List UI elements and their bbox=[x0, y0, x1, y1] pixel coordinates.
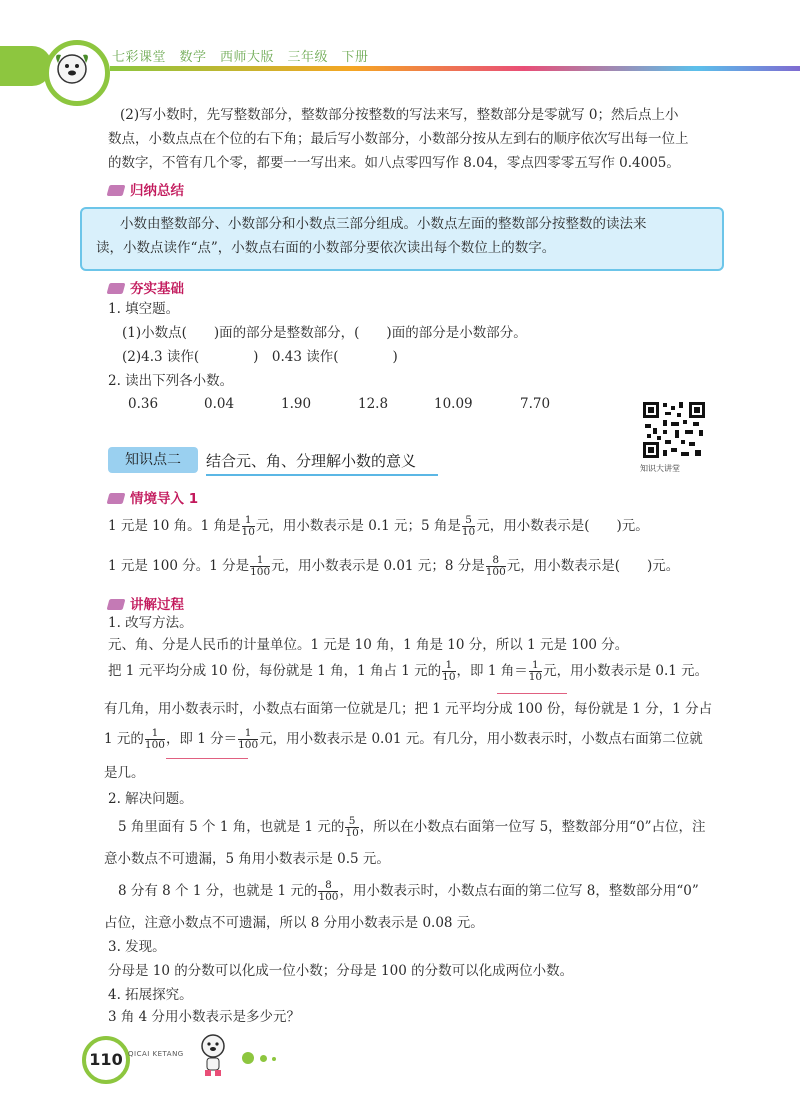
qr-label: 知识大讲堂 bbox=[640, 464, 680, 473]
decimal-number: 1.90 bbox=[281, 396, 312, 412]
fraction: $\frac{1}{100}$ bbox=[250, 554, 271, 578]
knowledge-point-badge: 知识点二 bbox=[108, 447, 198, 473]
title-underline bbox=[206, 474, 438, 476]
header-title: 七彩课堂 数学 西师大版 三年级 下册 bbox=[112, 50, 369, 65]
process-step-1b: 把 1 元平均分成 10 份，每份就是 1 角，1 角占 1 元的 $\frac{1}{10}$ ，即 1 角＝ $\frac{1}{10}$ 元，用小数表示是 0.1 元。 bbox=[108, 659, 709, 683]
fraction: $\frac{8}{100}$ bbox=[318, 879, 339, 903]
process-step-1: 1. 改写方法。 bbox=[108, 615, 193, 631]
process-step-1a: 元、角、分是人民币的计量单位。1 元是 10 角，1 角是 10 分，所以 1 元是 100 分。 bbox=[108, 637, 629, 653]
highlight-underline bbox=[166, 758, 248, 759]
scenario-heading: 情境导入 1 bbox=[108, 487, 198, 507]
decor-dot bbox=[260, 1055, 267, 1062]
mascot-logo bbox=[44, 40, 110, 106]
decimal-number: 7.70 bbox=[520, 396, 551, 412]
summary-line-1: 小数由整数部分、小数部分和小数点三部分组成。小数点左面的整数部分按整数的读法来 bbox=[120, 216, 647, 232]
book-icon bbox=[107, 185, 126, 196]
process-step-4a: 3 角 4 分用小数表示是多少元？ bbox=[108, 1009, 301, 1025]
process-step-1e: 是几。 bbox=[104, 765, 145, 781]
process-step-1d: 1 元的 $\frac{1}{100}$ ，即 1 分＝ $\frac{1}{100}$ 元，用小数表示是 0.01 元。有几分，用小数表示时，小数点右面第二位就 bbox=[104, 727, 703, 751]
decimal-number: 0.36 bbox=[128, 396, 159, 412]
fraction: $\frac{1}{100}$ bbox=[238, 727, 259, 751]
process-step-2d: 占位，注意小数点不可遗漏，所以 8 分用小数表示是 0.08 元。 bbox=[104, 915, 484, 931]
basics-q1: 1. 填空题。 bbox=[108, 301, 180, 317]
process-step-2b: 意小数点不可遗漏，5 角用小数表示是 0.5 元。 bbox=[104, 851, 390, 867]
summary-heading: 归纳总结 bbox=[108, 179, 184, 199]
fraction: $\frac{1}{10}$ bbox=[528, 659, 543, 683]
page-number: 110 bbox=[82, 1036, 130, 1084]
fraction: $\frac{1}{10}$ bbox=[442, 659, 456, 683]
summary-line-2: 读，小数点读作“点”，小数点右面的小数部分要依次读出每个数位上的数字。 bbox=[96, 240, 556, 256]
process-heading: 讲解过程 bbox=[108, 593, 184, 613]
mascot-footer-icon bbox=[196, 1030, 230, 1080]
footer-brand: QICAI KETANG bbox=[128, 1050, 184, 1058]
process-step-2c: 8 分有 8 个 1 分，也就是 1 元的 $\frac{8}{100}$ ，用小数表示时，小数点右面的第二位写 8，整数部分用“0” bbox=[118, 879, 699, 903]
fraction: $\frac{5}{10}$ bbox=[345, 815, 359, 839]
book-icon bbox=[107, 599, 126, 610]
basics-heading: 夯实基础 bbox=[108, 277, 184, 297]
decimal-number: 10.09 bbox=[434, 396, 473, 412]
process-step-3a: 分母是 10 的分数可以化成一位小数；分母是 100 的分数可以化成两位小数。 bbox=[108, 963, 574, 979]
decimal-number: 12.8 bbox=[358, 396, 389, 412]
process-step-4: 4. 拓展探究。 bbox=[108, 987, 193, 1003]
process-step-2a: 5 角里面有 5 个 1 角，也就是 1 元的 $\frac{5}{10}$ ，所以在小数点右面第一位写 5，整数部分用“0”占位，注 bbox=[118, 815, 706, 839]
basics-q1a: (1)小数点( )面的部分是整数部分，( )面的部分是小数部分。 bbox=[122, 325, 527, 341]
mascot-icon bbox=[49, 45, 95, 91]
intro-line-3: 的数字，不管有几个零，都要一一写出来。如八点零四写作 8.04，零点四零零五写作 0.4005。 bbox=[108, 155, 680, 171]
intro-line-1: (2)写小数时，先写整数部分，整数部分按整数的写法来写，整数部分是零就写 0；然后点上小 bbox=[120, 107, 679, 123]
qr-code-icon[interactable] bbox=[641, 400, 707, 460]
basics-q1b: (2)4.3 读作( ) 0.43 读作( ) bbox=[122, 349, 398, 365]
scenario-line-2: 1 元是 100 分。1 分是 $\frac{1}{100}$ 元，用小数表示是 0.01 元；8 分是 $\frac{8}{100}$ 元，用小数表示是( )元。 bbox=[108, 554, 680, 578]
decor-dot bbox=[272, 1057, 276, 1061]
process-step-3: 3. 发现。 bbox=[108, 939, 166, 955]
process-step-1c: 有几角，用小数表示时，小数点右面第一位就是几；把 1 元平均分成 100 份，每份就是 1 分，1 分占 bbox=[104, 701, 713, 717]
decor-dot bbox=[242, 1052, 254, 1064]
knowledge-point-title: 结合元、角、分理解小数的意义 bbox=[206, 452, 417, 470]
decimal-number: 0.04 bbox=[204, 396, 235, 412]
fraction: $\frac{1}{100}$ bbox=[144, 727, 165, 751]
process-step-2: 2. 解决问题。 bbox=[108, 791, 193, 807]
scenario-line-1: 1 元是 10 角。1 角是 $\frac{1}{10}$ 元，用小数表示是 0.1 元；5 角是 $\frac{5}{10}$ 元，用小数表示是( )元。 bbox=[108, 514, 649, 538]
fraction: $\frac{8}{100}$ bbox=[485, 554, 506, 578]
fraction: $\frac{5}{10}$ bbox=[461, 514, 476, 538]
book-icon bbox=[107, 493, 126, 504]
basics-q2: 2. 读出下列各小数。 bbox=[108, 373, 234, 389]
highlight-underline bbox=[497, 693, 567, 694]
fraction: $\frac{1}{10}$ bbox=[241, 514, 255, 538]
header-rainbow-bar bbox=[110, 66, 800, 71]
intro-line-2: 数点，小数点点在个位的右下角；最后写小数部分，小数部分按从左到右的顺序依次写出每一位上 bbox=[108, 131, 689, 147]
book-icon bbox=[107, 283, 126, 294]
